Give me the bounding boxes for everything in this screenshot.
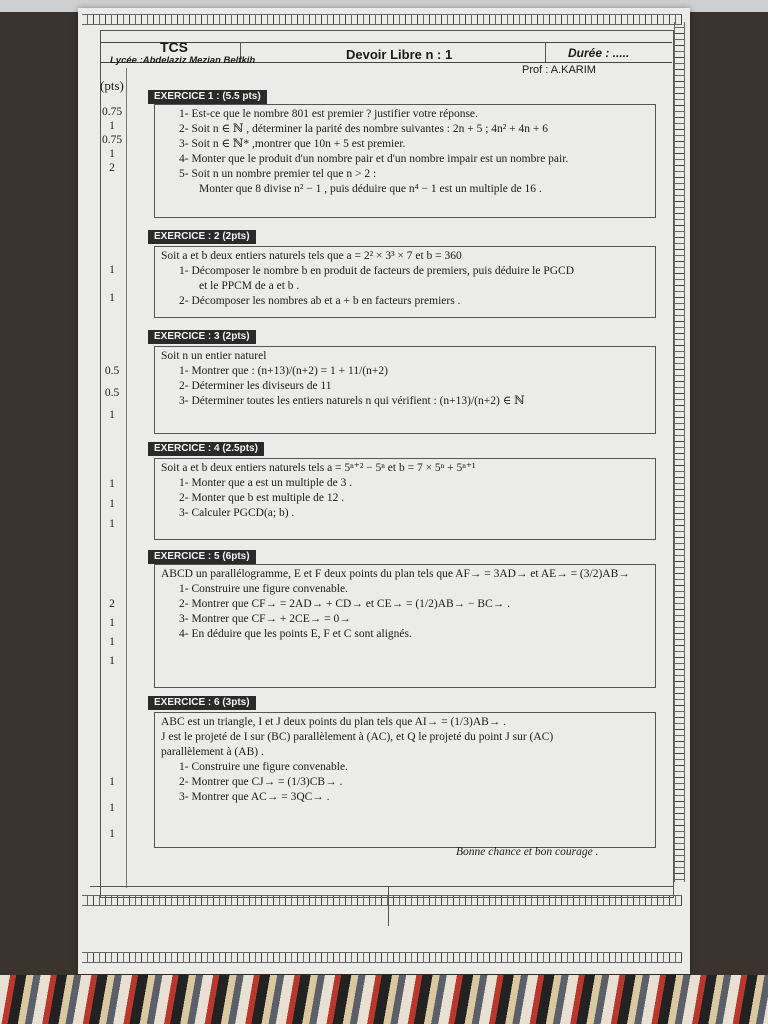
- exercise-4-points: 1: [109, 518, 115, 530]
- exercise-4-title: EXERCICE : 4 (2.5pts): [148, 442, 264, 456]
- exercise-1-line: 4- Monter que le produit d'un nombre pair et d'un nombre impair est un nombre pair.: [179, 153, 569, 165]
- exercise-5-line: 3- Montrer que CF→ + 2CE→ = 0→: [179, 613, 351, 625]
- exercise-2-title: EXERCICE : 2 (2pts): [148, 230, 256, 244]
- exercise-6-points: 1: [109, 802, 115, 814]
- exercise-1-points: 0.75: [101, 134, 123, 146]
- exercise-3-box: [154, 346, 656, 434]
- exercise-4-points: 1: [109, 478, 115, 490]
- school-name: Lycée :Abdelaziz Mezian Belfkih: [110, 55, 256, 66]
- exercise-6-points: 1: [109, 776, 115, 788]
- exercise-2-points: 1: [109, 264, 115, 276]
- exercise-3-line: 2- Déterminer les diviseurs de 11: [179, 380, 332, 392]
- exercise-5-line: 1- Construire une figure convenable.: [179, 583, 348, 595]
- exercise-2-points: 1: [109, 292, 115, 304]
- exercise-1-box: [154, 104, 656, 218]
- exercise-3-line: 3- Déterminer toutes les entiers naturels n qui vérifient : (n+13)/(n+2) ∈ ℕ: [179, 395, 525, 407]
- exam-title: Devoir Libre n : 1: [346, 47, 453, 62]
- exercise-5-points: 1: [109, 636, 115, 648]
- exercise-3-points: 0.5: [104, 387, 120, 399]
- exam-header: [100, 39, 672, 76]
- exercise-1-points: 1: [109, 120, 115, 132]
- exercise-1-line: 1- Est-ce que le nombre 801 est premier ? justifier votre réponse.: [179, 108, 478, 120]
- decorative-border-right: [674, 22, 685, 882]
- exercise-5-line: 2- Montrer que CF→ = 2AD→ + CD→ et CE→ = (1/2)AB→ − BC→ .: [179, 598, 511, 610]
- exercise-6-line: 1- Construire une figure convenable.: [179, 761, 348, 773]
- exercise-4-line: 2- Monter que b est multiple de 12 .: [179, 492, 345, 504]
- exercise-5-points: 1: [109, 617, 115, 629]
- exam-sheet: [78, 8, 690, 974]
- exercise-3-line: Soit n un entier naturel: [161, 350, 267, 362]
- footer-box: [90, 886, 674, 927]
- exercise-1-line: 2- Soit n ∈ ℕ , déterminer la parité des nombre suivantes : 2n + 5 ; 4n² + 4n + 6: [179, 123, 548, 135]
- footer-divider: [388, 886, 389, 926]
- exercise-5-line: ABCD un parallélogramme, E et F deux points du plan tels que AF→ = 3AD→ et AE→ = (3/2)AB→: [161, 568, 630, 580]
- photo-background-rug: [0, 975, 768, 1024]
- exercise-5-line: 4- En déduire que les points E, F et C sont alignés.: [179, 628, 412, 640]
- exercise-6-line: 3- Montrer que AC→ = 3QC→ .: [179, 791, 330, 803]
- exercise-4-line: 3- Calculer PGCD(a; b) .: [179, 507, 295, 519]
- exercise-6-line: 2- Montrer que CJ→ = (1/3)CB→ .: [179, 776, 343, 788]
- exercise-6-points: 1: [109, 828, 115, 840]
- exercise-2-box: [154, 246, 656, 318]
- exercise-5-title: EXERCICE : 5 (6pts): [148, 550, 256, 564]
- exercise-1-line: 5- Soit n un nombre premier tel que n > 2 :: [179, 168, 377, 180]
- closing-message: Bonne chance et bon courage .: [456, 846, 599, 858]
- exercise-6-line: parallèlement à (AB) .: [161, 746, 264, 758]
- exercise-2-line: et le PPCM de a et b .: [199, 280, 300, 292]
- exercise-6-title: EXERCICE : 6 (3pts): [148, 696, 256, 710]
- exercise-6-line: J est le projeté de I sur (BC) parallèlement à (AC), et Q le projeté du point J sur (AC): [161, 731, 554, 743]
- exam-duration: Durée : .....: [568, 46, 630, 60]
- exercise-2-line: Soit a et b deux entiers naturels tels que a = 2² × 3³ × 7 et b = 360: [161, 250, 462, 262]
- exercise-4-points: 1: [109, 498, 115, 510]
- exercise-1-line: Monter que 8 divise n² − 1 , puis déduire que n⁴ − 1 est un multiple de 16 .: [199, 183, 542, 195]
- exercise-2-line: 1- Décomposer le nombre b en produit de facteurs de premiers, puis déduire le PGCD: [179, 265, 575, 277]
- points-heading: (pts): [100, 78, 124, 93]
- exercise-3-points: 1: [109, 409, 115, 421]
- decorative-border-top: [82, 14, 682, 25]
- exercise-5-points: 2: [109, 598, 115, 610]
- exercise-1-points: 0.75: [101, 106, 123, 118]
- decorative-border-bottom-2: [82, 952, 682, 963]
- exercise-3-points: 0.5: [104, 365, 120, 377]
- teacher-name: Prof : A.KARIM: [522, 64, 596, 76]
- exercise-2-line: 2- Décomposer les nombres ab et a + b en facteurs premiers .: [179, 295, 461, 307]
- class-level: TCS: [160, 39, 188, 55]
- exercise-5-box: [154, 564, 656, 688]
- exercise-4-line: Soit a et b deux entiers naturels tels a = 5ⁿ⁺² − 5ⁿ et b = 7 × 5ⁿ + 5ⁿ⁺¹: [161, 462, 476, 474]
- exercise-3-line: 1- Montrer que : (n+13)/(n+2) = 1 + 11/(n+2): [179, 365, 388, 377]
- exercise-6-line: ABC est un triangle, I et J deux points du plan tels que AI→ = (1/3)AB→ .: [161, 716, 507, 728]
- exercise-3-title: EXERCICE : 3 (2pts): [148, 330, 256, 344]
- exercise-1-line: 3- Soit n ∈ ℕ* ,montrer que 10n + 5 est premier.: [179, 138, 406, 150]
- exercise-1-title: EXERCICE 1 : (5.5 pts): [148, 90, 267, 104]
- exercise-1-points: 2: [109, 162, 115, 174]
- exercise-5-points: 1: [109, 655, 115, 667]
- exercise-4-box: [154, 458, 656, 540]
- exercise-6-box: [154, 712, 656, 848]
- exercise-1-points: 1: [109, 148, 115, 160]
- exercise-4-line: 1- Monter que a est un multiple de 3 .: [179, 477, 353, 489]
